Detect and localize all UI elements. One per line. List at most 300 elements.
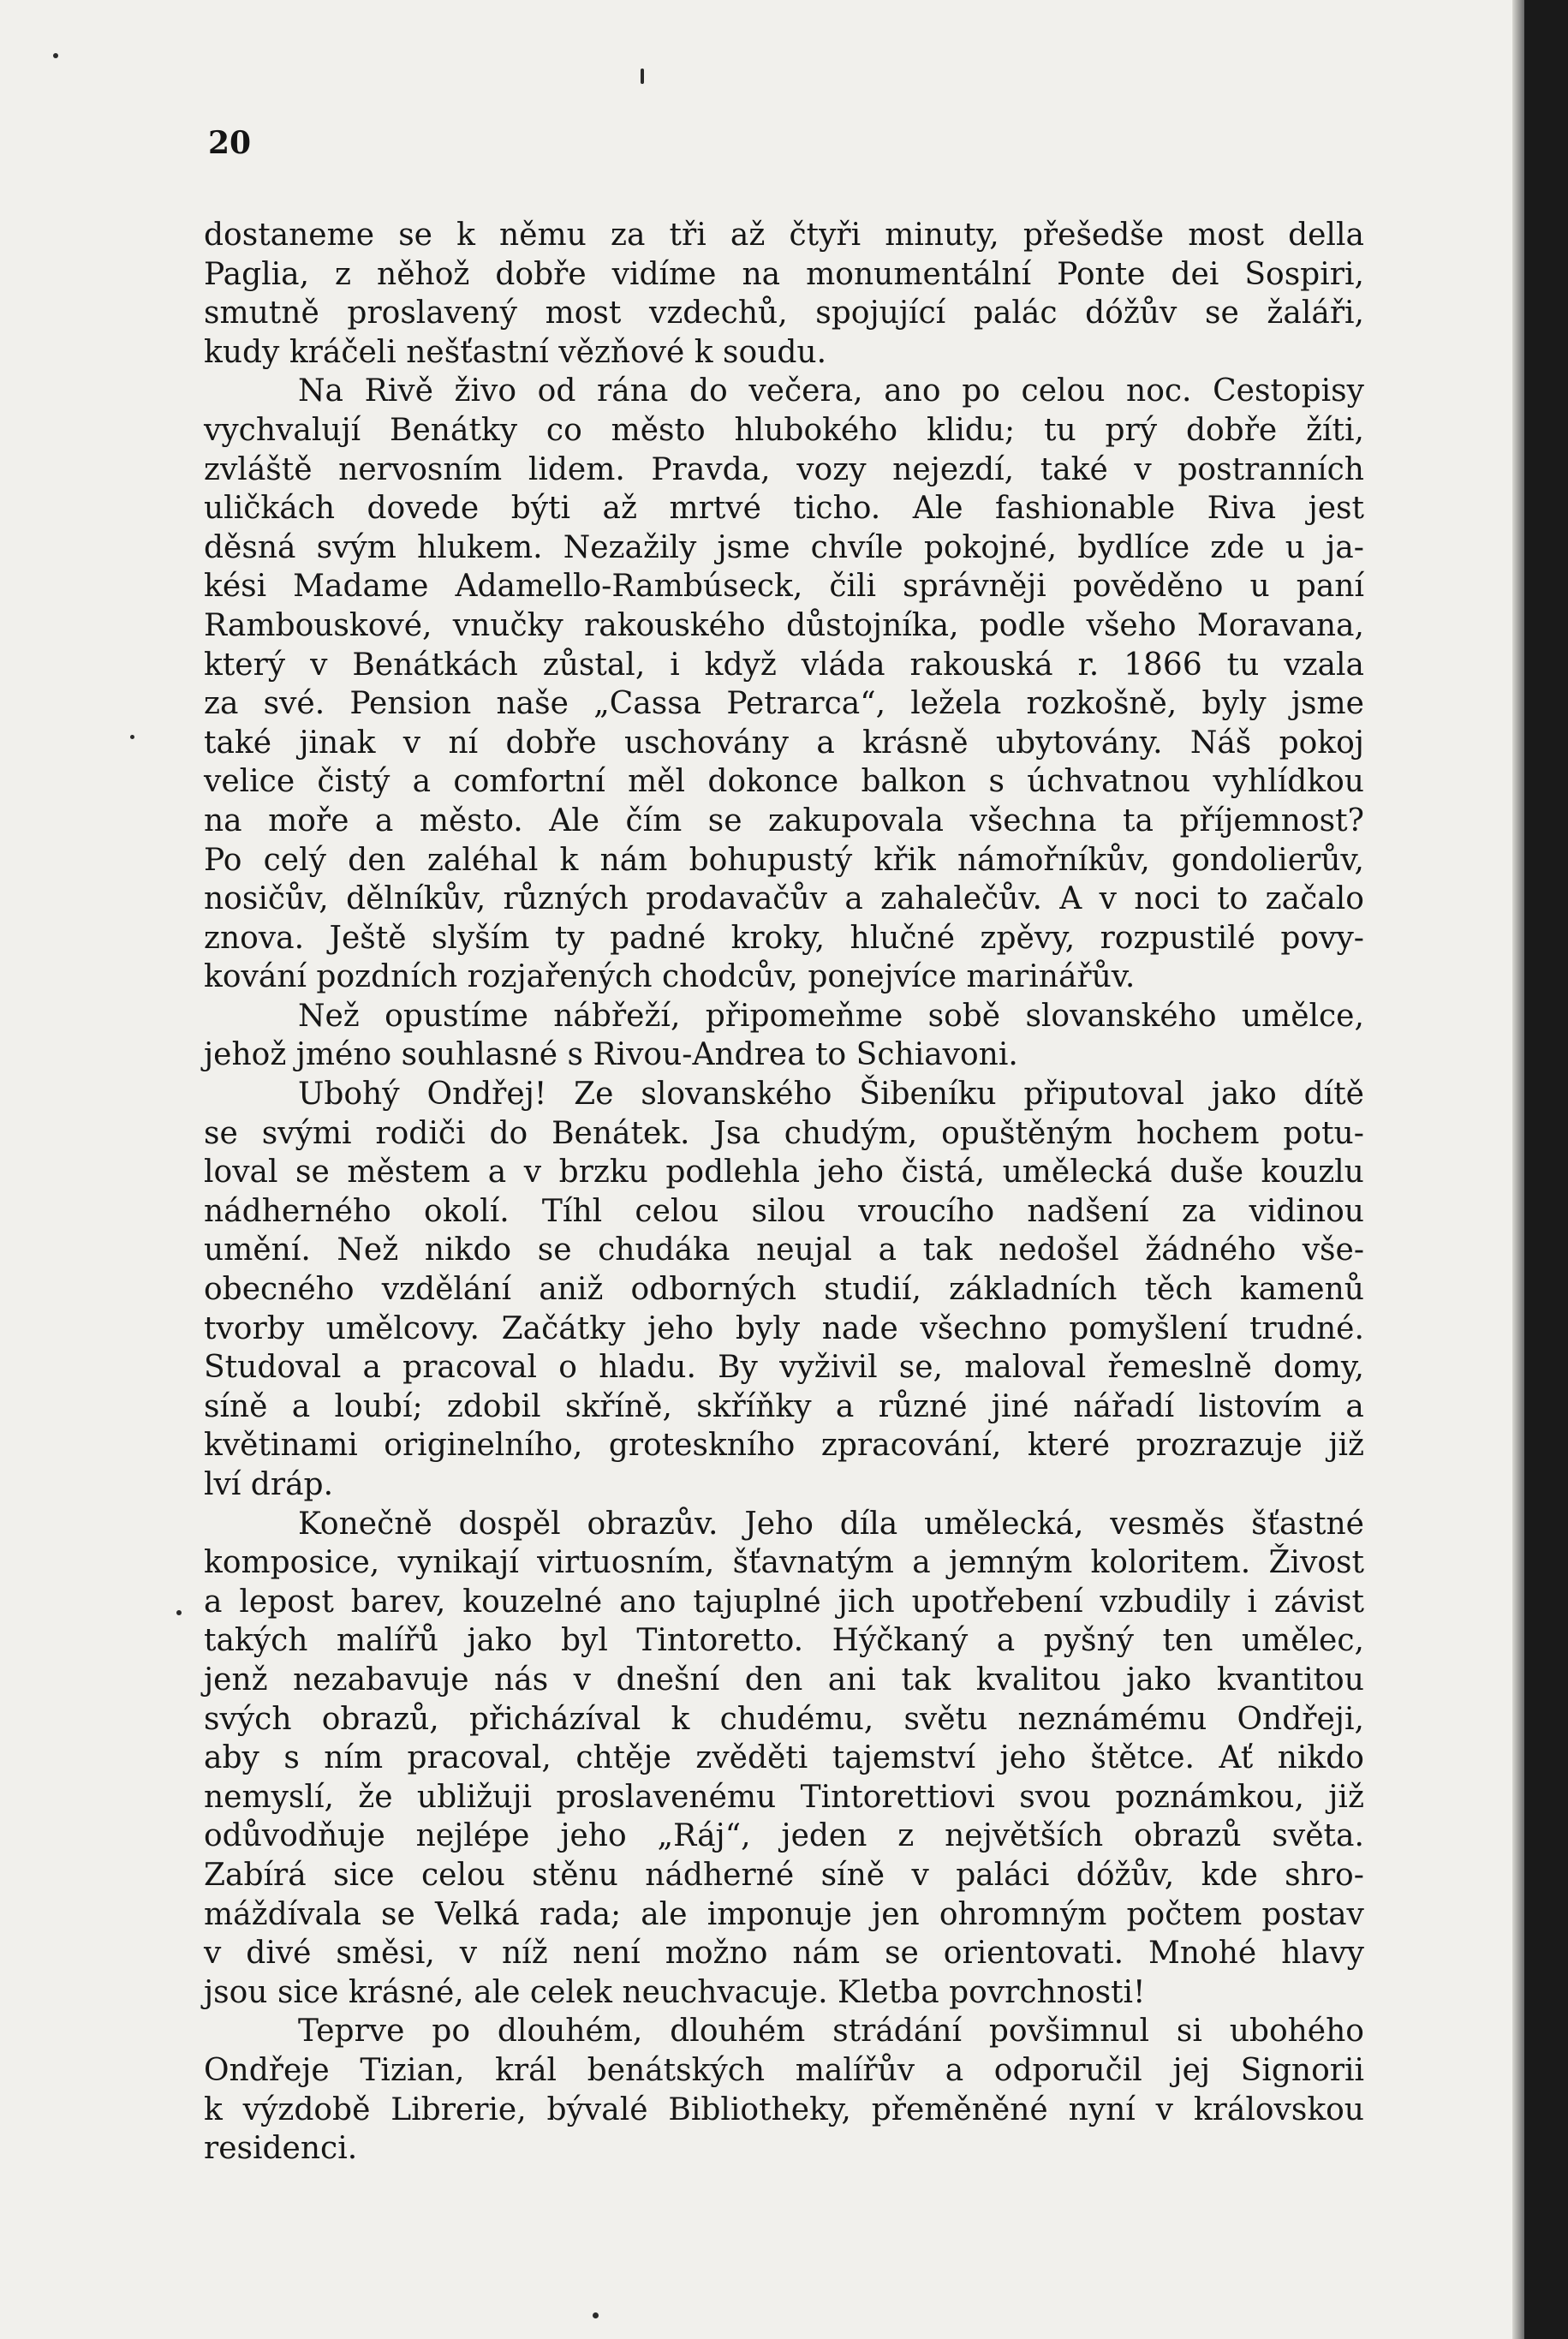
word: největších [945, 1818, 1104, 1854]
word: jiné [991, 1388, 1049, 1424]
word: odůvodňuje [204, 1818, 385, 1854]
word: úchvatnou [1027, 764, 1191, 800]
word: Než [298, 998, 360, 1034]
text-line: jehož jméno souhlasné s Rivou-Andrea to Schiavoni. [204, 1037, 1018, 1073]
text-line [204, 1270, 1364, 1310]
word: Petrarca“, [726, 686, 886, 722]
word: studií, [824, 1272, 921, 1308]
word: kouzlu [1261, 1155, 1364, 1190]
word: uličkách [204, 491, 335, 527]
word: sice [333, 1857, 395, 1893]
word: orientovati. [943, 1936, 1124, 1972]
word: již [1328, 1779, 1364, 1815]
word: jest [1308, 491, 1364, 527]
word: to [1217, 881, 1249, 917]
word: koloritem. [1090, 1545, 1251, 1581]
word: se [885, 1936, 919, 1972]
word: poznámkou, [1115, 1779, 1304, 1815]
word: noci [1134, 881, 1200, 917]
word: tak [922, 1232, 973, 1268]
word: skříně, [564, 1388, 672, 1424]
word: Bibliotheky, [668, 2091, 851, 2127]
word: groteskního [608, 1428, 796, 1464]
word: jako [1211, 1077, 1277, 1113]
word: vidinou [1249, 1193, 1364, 1229]
word: v [911, 1857, 929, 1893]
word: námořníkův, [957, 842, 1150, 878]
word: gondolierův, [1172, 842, 1364, 878]
word: celou [1021, 373, 1106, 409]
word: k [456, 218, 475, 253]
word: vzbudily [1100, 1584, 1231, 1620]
word: zpracování, [820, 1428, 1002, 1464]
word: se [707, 803, 742, 838]
word: světa. [1272, 1818, 1364, 1854]
word: nedošel [999, 1232, 1119, 1268]
text-line: kování pozdních rozjařených chodcův, ponejvíce marinářův. [204, 959, 1136, 995]
word: aniž [539, 1272, 604, 1308]
text-line [204, 255, 1364, 295]
word: nade [821, 1310, 898, 1346]
text-line [204, 997, 1364, 1036]
word: čili [829, 569, 877, 605]
word: jej [1172, 2052, 1211, 2088]
word: nám [599, 842, 668, 878]
word: moře [268, 803, 349, 838]
word: tu [1044, 412, 1076, 448]
word: most [1188, 218, 1264, 253]
word: vyživil [779, 1350, 878, 1386]
word: jako [1126, 1662, 1192, 1698]
word: býti [510, 491, 571, 527]
word: postranních [1177, 451, 1364, 487]
word: takých [204, 1623, 308, 1659]
word: dlouhém [670, 2014, 806, 2050]
word: a [844, 881, 863, 917]
word: u [1249, 569, 1270, 605]
word: ležela [910, 686, 1002, 722]
word: Madame [293, 569, 429, 605]
word: proslavený [347, 295, 517, 331]
word: ano [884, 373, 941, 409]
word: jinak [299, 725, 376, 761]
word: král [495, 2052, 557, 2088]
word: a [1345, 1388, 1364, 1424]
word: za [610, 218, 646, 253]
word: r. [1077, 647, 1100, 683]
word: celý [263, 842, 326, 878]
word: město. [419, 803, 523, 838]
word: do [489, 1115, 528, 1151]
word: Ubohý [298, 1077, 400, 1113]
word: pracoval [402, 1350, 538, 1386]
text-line [204, 1387, 1364, 1427]
word: rána [597, 373, 669, 409]
word: Ze [574, 1077, 614, 1113]
word: nosičův, [204, 881, 329, 917]
word: čím [625, 803, 683, 838]
word: závist [1273, 1584, 1364, 1620]
word: díla [839, 1506, 898, 1542]
word: kamenů [1239, 1272, 1364, 1308]
word: imponuje [706, 1896, 852, 1932]
word: tři [669, 218, 706, 253]
text-line [204, 724, 1364, 763]
word: kési [204, 569, 267, 605]
word: Cestopisy [1213, 373, 1364, 409]
word: loubí; [334, 1388, 423, 1424]
word: nádherné [645, 1857, 795, 1893]
word: Velká [434, 1896, 520, 1932]
text-line [204, 880, 1364, 919]
word: noc. [1126, 373, 1192, 409]
text-line: residenci. [204, 2131, 358, 2167]
word: o [558, 1350, 577, 1386]
word: základních [949, 1272, 1118, 1308]
word: se, [898, 1350, 943, 1386]
word: nezabavuje [293, 1662, 469, 1698]
word: znova. [204, 920, 305, 956]
word: řemeslně [1107, 1350, 1252, 1386]
word: kvantitou [1216, 1662, 1364, 1698]
word: tajuplné [693, 1584, 821, 1620]
word: Librerie, [391, 2091, 527, 2127]
word: malířův [795, 2052, 915, 2088]
word: živo [454, 373, 517, 409]
word: Nezažily [563, 529, 697, 565]
word: Studoval [204, 1350, 342, 1386]
word: až [602, 491, 637, 527]
text-line [204, 684, 1364, 724]
word: město [611, 412, 706, 448]
word: jeden [781, 1818, 867, 1854]
word: rozkošně, [1026, 686, 1177, 722]
word: balkon [861, 764, 967, 800]
word: umělce, [1241, 998, 1364, 1034]
word: comfortní [453, 764, 605, 800]
text-line [204, 1114, 1364, 1154]
word: po [432, 2014, 471, 2050]
word: vzdechů, [649, 295, 788, 331]
word: z [897, 1818, 915, 1854]
word: v [204, 1936, 222, 1972]
text-line [204, 2091, 1364, 2130]
word: fashionable [995, 491, 1176, 527]
word: Konečně [298, 1506, 432, 1542]
word: čistá, [901, 1155, 986, 1190]
text-line [204, 802, 1364, 841]
word: tvorby [204, 1310, 305, 1346]
word: „Cassa [593, 686, 702, 722]
word: Riva [1207, 491, 1277, 527]
word: Ondřeji, [1237, 1701, 1364, 1737]
word: směsi, [336, 1936, 435, 1972]
word: Ale [912, 491, 963, 527]
word: přešedše [1022, 218, 1165, 253]
word: Benátky [390, 412, 518, 448]
word: Paglia, [204, 256, 310, 292]
word: 1866 [1124, 647, 1202, 683]
word: benátských [587, 2052, 766, 2088]
word: hlavy [1281, 1936, 1364, 1972]
word: které [1027, 1428, 1111, 1464]
word: ubytovány. [995, 725, 1163, 761]
word: dnešní [616, 1662, 720, 1698]
word: silou [751, 1193, 826, 1229]
word: dospěl [458, 1506, 561, 1542]
word: divé [246, 1936, 312, 1972]
page-edge-shadow [1512, 0, 1524, 2339]
word: do [689, 373, 728, 409]
word: vláda [801, 647, 885, 683]
text-line [204, 841, 1364, 880]
word: loval [204, 1155, 278, 1190]
word: zaléhal [426, 842, 539, 878]
word: svým [316, 529, 396, 565]
word: nádherného [204, 1193, 391, 1229]
word: obecného [204, 1272, 355, 1308]
word: umělecká, [924, 1506, 1084, 1542]
word: opuštěným [941, 1115, 1112, 1151]
text-line [204, 1192, 1364, 1232]
word: Zabírá [204, 1857, 307, 1893]
word: paláci [956, 1857, 1050, 1893]
word: Šibeníku [859, 1077, 997, 1113]
word: padné [610, 920, 706, 956]
word: pracoval, [407, 1740, 551, 1776]
word: Rambouskové, [204, 607, 432, 643]
word: Živost [1268, 1545, 1364, 1581]
word: jako [467, 1623, 533, 1659]
word: přeměněné [871, 2091, 1048, 2127]
word: výzdobě [242, 2091, 371, 2127]
word: jsme [717, 529, 790, 565]
scan-speck [130, 735, 134, 739]
text-line: jsou sice krásné, ale celek neuchvacuje. Kletba povrchnosti! [204, 1974, 1146, 2010]
text-line [204, 1153, 1364, 1192]
word: své. [263, 686, 325, 722]
word: byly [1201, 686, 1267, 722]
word: žíti, [1306, 412, 1364, 448]
word: zpěvy, [980, 920, 1076, 956]
word: A [1059, 881, 1082, 917]
word: neujal [756, 1232, 852, 1268]
word: v [1134, 451, 1152, 487]
text-line [204, 216, 1364, 255]
word: umění. [204, 1232, 311, 1268]
word: dobře [1185, 412, 1278, 448]
word: prozrazuje [1136, 1428, 1303, 1464]
word: ním [324, 1740, 384, 1776]
word: se [1204, 295, 1239, 331]
text-line [204, 411, 1364, 450]
word: čtyři [789, 218, 862, 253]
word: štětce. [1090, 1740, 1195, 1776]
word: neznámému [1017, 1701, 1207, 1737]
scan-speck [641, 69, 644, 84]
text-line [204, 1583, 1364, 1622]
word: nábřeží, [553, 998, 681, 1034]
word: děsná [204, 529, 296, 565]
word: rada; [539, 1896, 622, 1932]
word: slyším [431, 920, 530, 956]
word: slovanského [1025, 998, 1217, 1034]
word: obrazů, [321, 1701, 439, 1737]
word: žádného [1145, 1232, 1277, 1268]
word: jich [838, 1584, 895, 1620]
word: vesměs [1110, 1506, 1225, 1542]
word: rakouská [909, 647, 1053, 683]
word: žaláři, [1267, 295, 1364, 331]
word: až [730, 218, 766, 253]
word: potu- [1283, 1115, 1364, 1151]
word: celou [635, 1193, 719, 1229]
word: Tintoretto. [636, 1623, 804, 1659]
word: vroucího [858, 1193, 995, 1229]
text-line [204, 489, 1364, 528]
word: pokoj [1279, 725, 1364, 761]
word: a [374, 803, 394, 838]
word: maloval [964, 1350, 1087, 1386]
word: svými [261, 1115, 352, 1151]
word: s [283, 1740, 300, 1776]
word: i [1247, 1584, 1257, 1620]
word: připutoval [1023, 1077, 1184, 1113]
word: paní [1296, 569, 1364, 605]
word: povšimnul [988, 2014, 1149, 2050]
text-line [204, 1426, 1364, 1465]
word: dokonce [707, 764, 839, 800]
word: dóžův [1085, 295, 1177, 331]
word: když [704, 647, 777, 683]
word: nás [494, 1662, 549, 1698]
word: malířů [336, 1623, 438, 1659]
word: pokojné, [923, 529, 1058, 565]
word: k [559, 842, 579, 878]
word: se [537, 1232, 572, 1268]
word: virtuosním, [537, 1545, 715, 1581]
word: vzdělání [381, 1272, 512, 1308]
word: a [996, 1623, 1016, 1659]
word: bohupustý [689, 842, 853, 878]
word: Ještě [329, 920, 407, 956]
word: mrtvé [669, 491, 761, 527]
word: síně [204, 1388, 268, 1424]
word: dovede [367, 491, 480, 527]
text-line [204, 1348, 1364, 1387]
word: v [1155, 2091, 1173, 2127]
word: a [816, 725, 835, 761]
word: a [291, 1388, 311, 1424]
word: měl [628, 764, 686, 800]
word: den [348, 842, 406, 878]
word: v [1099, 881, 1117, 917]
word: Adamello-Rambúseck, [455, 569, 803, 605]
word: prý [1105, 412, 1158, 448]
word: nikdo [424, 1232, 512, 1268]
text-line [204, 2051, 1364, 2091]
word: všechna [969, 803, 1097, 838]
word: Náš [1189, 725, 1252, 761]
word: skříňky [696, 1388, 812, 1424]
word: jsme [1291, 686, 1364, 722]
word: nám [792, 1936, 861, 1972]
word: svých [204, 1701, 292, 1737]
text-line [204, 1075, 1364, 1114]
word: se [204, 1115, 238, 1151]
word: různé [878, 1388, 968, 1424]
word: sobě [927, 998, 1001, 1034]
word: příjemnost? [1179, 803, 1364, 838]
word: krásně [862, 725, 969, 761]
word: Jeho [744, 1506, 814, 1542]
word: již [1328, 1428, 1364, 1464]
word: v [402, 725, 421, 761]
word: i [670, 647, 680, 683]
word: kvalitou [975, 1662, 1101, 1698]
word: vnučky [452, 607, 563, 643]
word: že [358, 1779, 393, 1815]
word: dělníkův, [346, 881, 486, 917]
word: síně [820, 1857, 885, 1893]
word: tak [901, 1662, 951, 1698]
word: Mnohé [1148, 1936, 1257, 1972]
word: dlouhém, [497, 2014, 643, 2050]
word: Rivě [364, 373, 433, 409]
word: přicházíval [468, 1701, 641, 1737]
word: u [1285, 529, 1305, 565]
word: hlubokého [734, 412, 898, 448]
word: vzala [1284, 647, 1364, 683]
text-line: lví dráp. [204, 1467, 334, 1502]
word: Než [337, 1232, 399, 1268]
word: umělecká [1002, 1155, 1153, 1190]
word: Tíhl [541, 1193, 603, 1229]
word: zde [1210, 529, 1265, 565]
word: k [204, 2091, 223, 2127]
scan-speck [176, 1610, 182, 1615]
word: ty [554, 920, 585, 956]
word: jeho [817, 1155, 884, 1190]
word: ano [619, 1584, 677, 1620]
word: tu [1226, 647, 1260, 683]
word: brzku [558, 1155, 648, 1190]
word: květinami [204, 1428, 358, 1464]
word: dobře [495, 256, 587, 292]
word: hochem [1136, 1115, 1260, 1151]
word: duše [1169, 1155, 1243, 1190]
word: dei [1171, 256, 1219, 292]
text-line [204, 567, 1364, 606]
word: opustíme [385, 998, 528, 1034]
word: vše- [1302, 1232, 1364, 1268]
word: ta [1123, 803, 1154, 838]
text-line [204, 1700, 1364, 1739]
word: byl [560, 1623, 608, 1659]
word: se [398, 218, 432, 253]
word: a [878, 1232, 897, 1268]
word: chudým, [784, 1115, 918, 1151]
word: šťastné [1251, 1506, 1364, 1542]
word: Hýčkaný [832, 1623, 969, 1659]
word: nyní [1068, 2091, 1136, 2127]
word: si [1176, 2014, 1202, 2050]
word: chtěje [575, 1740, 671, 1776]
word: zvěděti [695, 1740, 808, 1776]
word: a [487, 1155, 507, 1190]
word: Jsa [713, 1115, 760, 1151]
word: dóžův, [1076, 1857, 1175, 1893]
